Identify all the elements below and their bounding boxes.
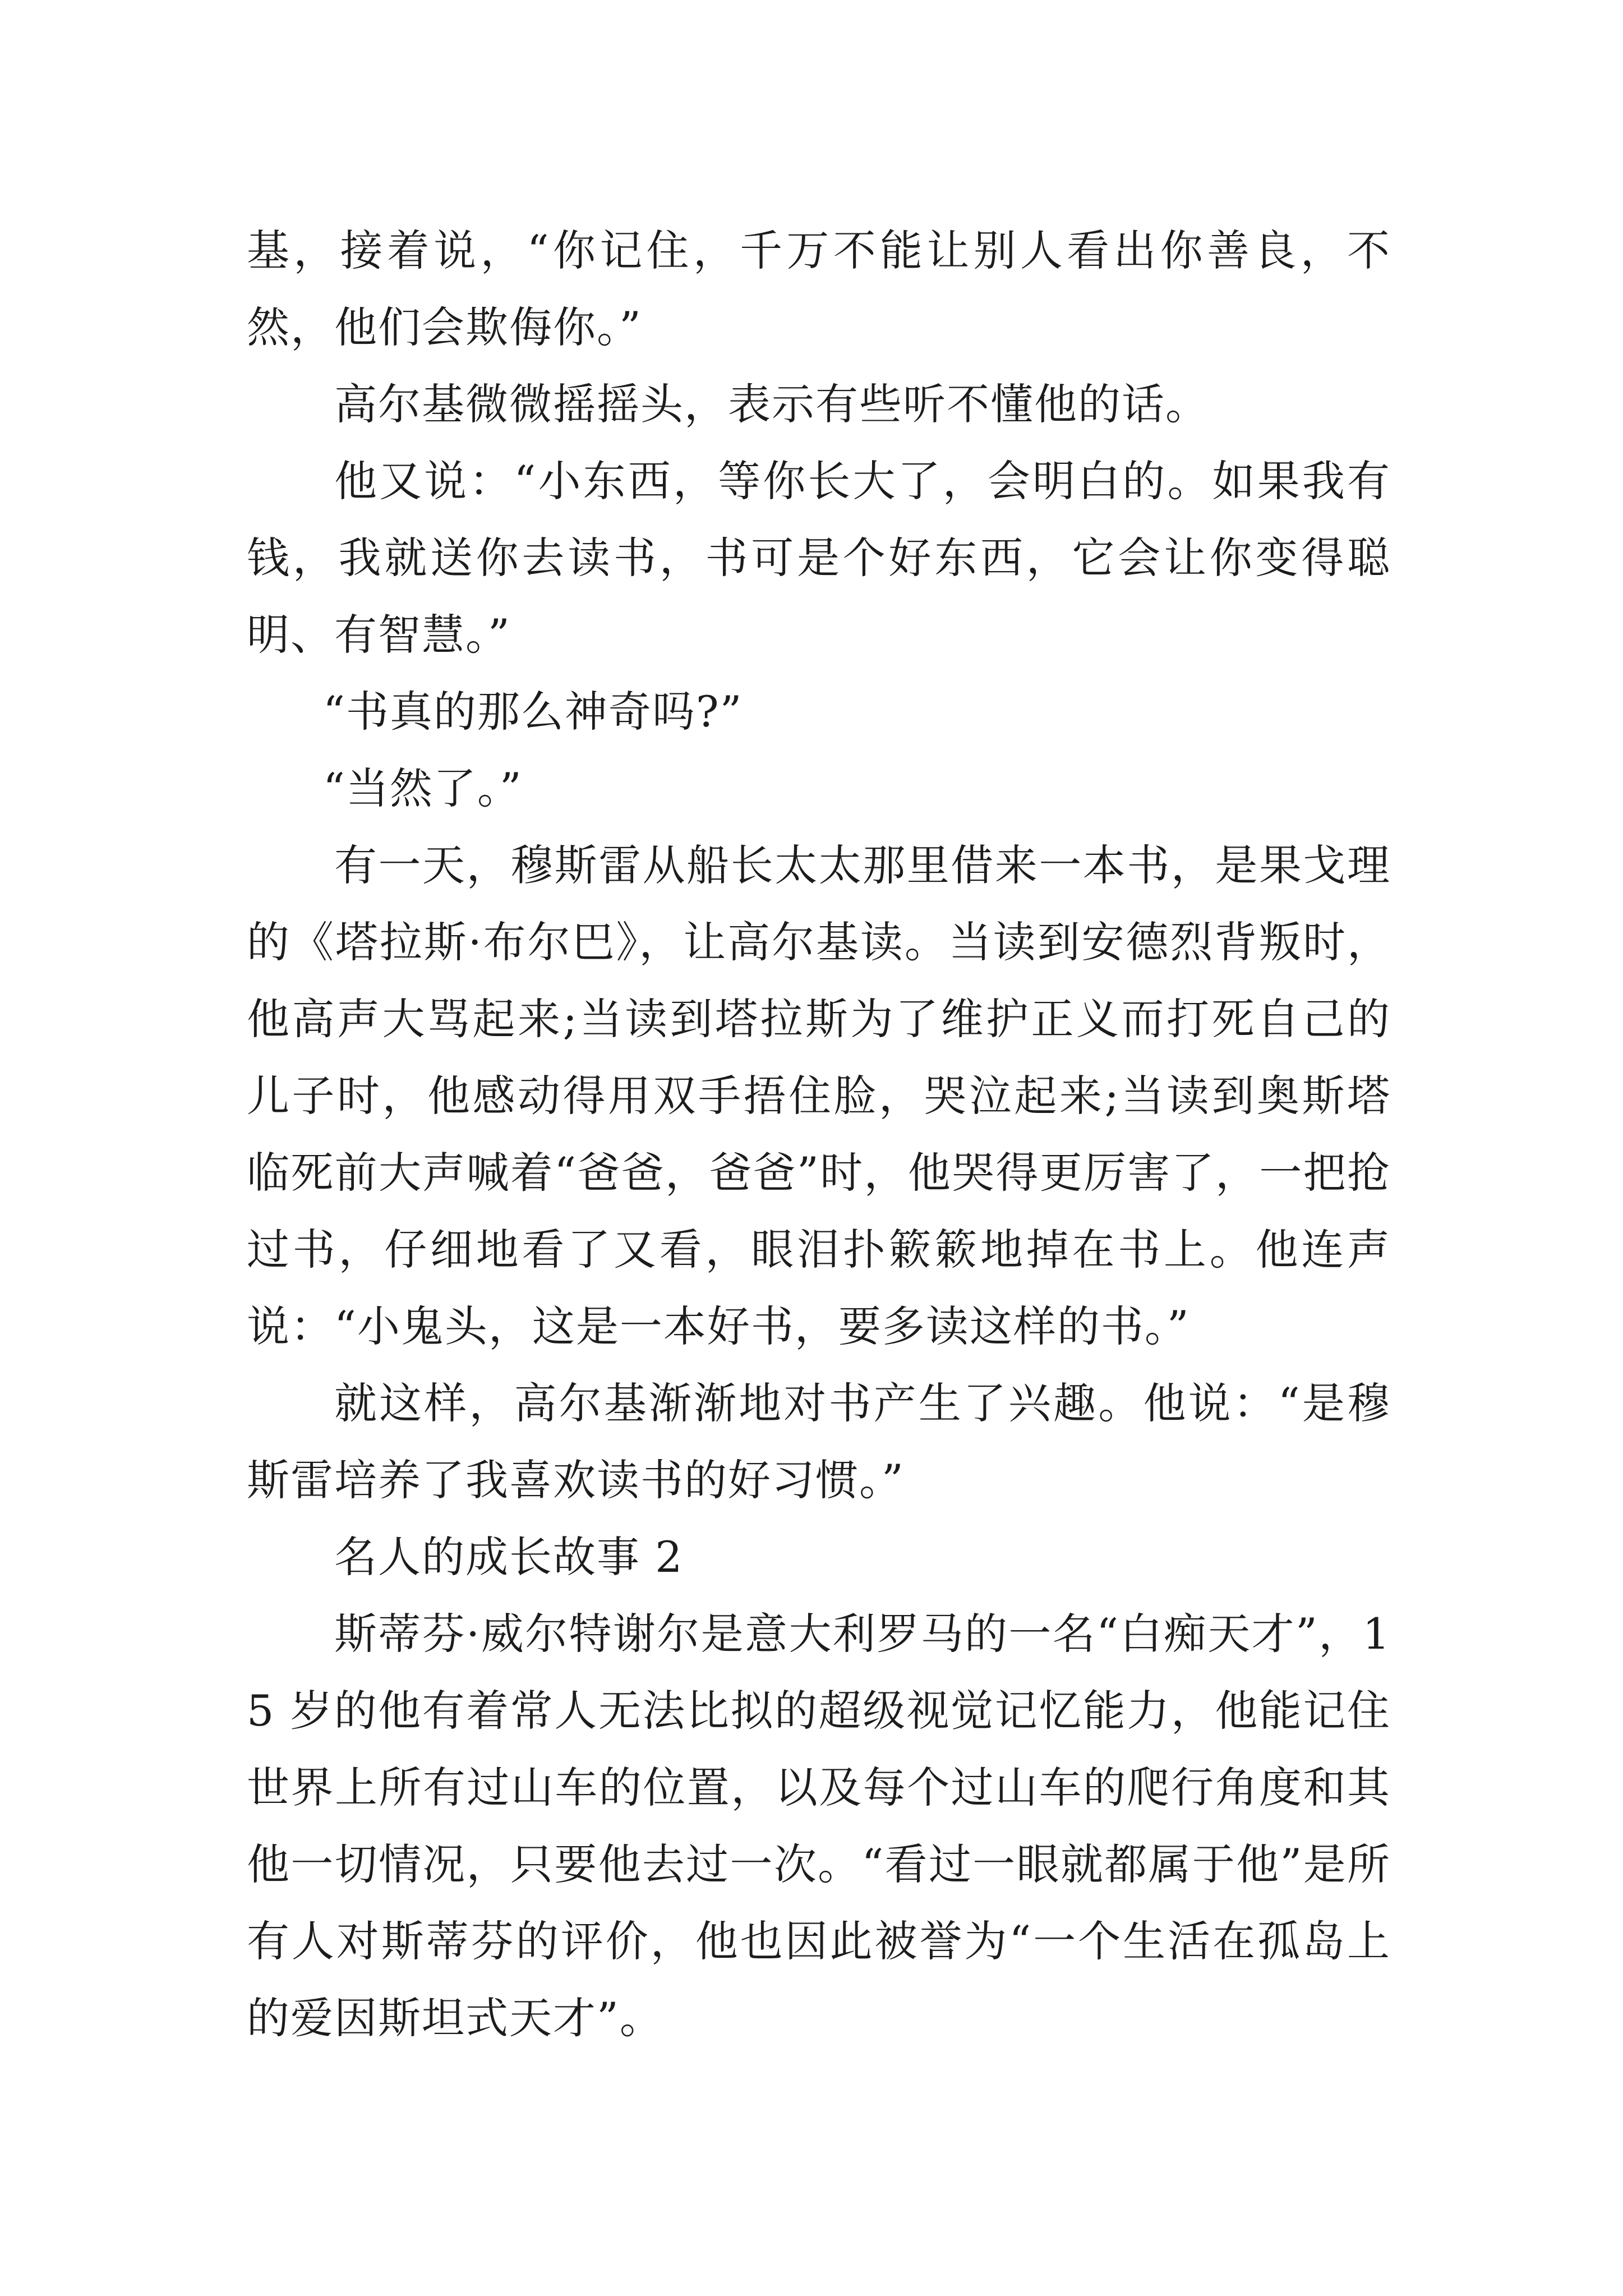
paragraph-answer: “当然了。” [323,763,523,813]
paragraph-continuation: 基，接着说，“你记住，千万不能让别人看出你善良，不然，他们会欺侮你。” [247,226,1391,352]
paragraph-gorky-shakes-head: 高尔基微微摇摇头，表示有些听不懂他的话。 [334,379,1209,429]
paragraph-interest-in-books: 就这样，高尔基渐渐地对书产生了兴趣。他说：“是穆斯雷培养了我喜欢读书的好习惯。” [247,1378,1391,1505]
paragraph-question: “书真的那么神奇吗?” [323,687,743,737]
body-text [247,212,1391,2056]
section-heading: 名人的成长故事 2 [334,1532,684,1582]
paragraph-stephen-wiltshire: 斯蒂芬·威尔特谢尔是意大利罗马的一名“白痴天才”，15 岁的他有着常人无法比拟的超级视觉记忆能力，他能记住世界上所有过山车的位置，以及每个过山车的爬行角度和其他一切情况，只要他去过一次。“看过一眼就都属于他”是所有人对斯蒂芬的评价，他也因此被誉为“一个生活在孤岛上的爱因斯坦式天才”。 [247,1609,1391,2043]
paragraph-he-says-again: 他又说：“小东西，等你长大了，会明白的。如果我有钱，我就送你去读书，书可是个好东西，它会让你变得聪明、有智慧。” [247,456,1391,660]
paragraph-one-day: 有一天，穆斯雷从船长太太那里借来一本书，是果戈理的《塔拉斯·布尔巴》，让高尔基读。当读到安德烈背叛时，他高声大骂起来;当读到塔拉斯为了维护正义而打死自己的儿子时，他感动得用双手捂住脸，哭泣起来;当读到奥斯塔临死前大声喊着“爸爸，爸爸”时，他哭得更厉害了，一把抢过书，仔细地看了又看，眼泪扑簌簌地掉在书上。他连声说：“小鬼头，这是一本好书，要多读这样的书。” [247,840,1391,1351]
